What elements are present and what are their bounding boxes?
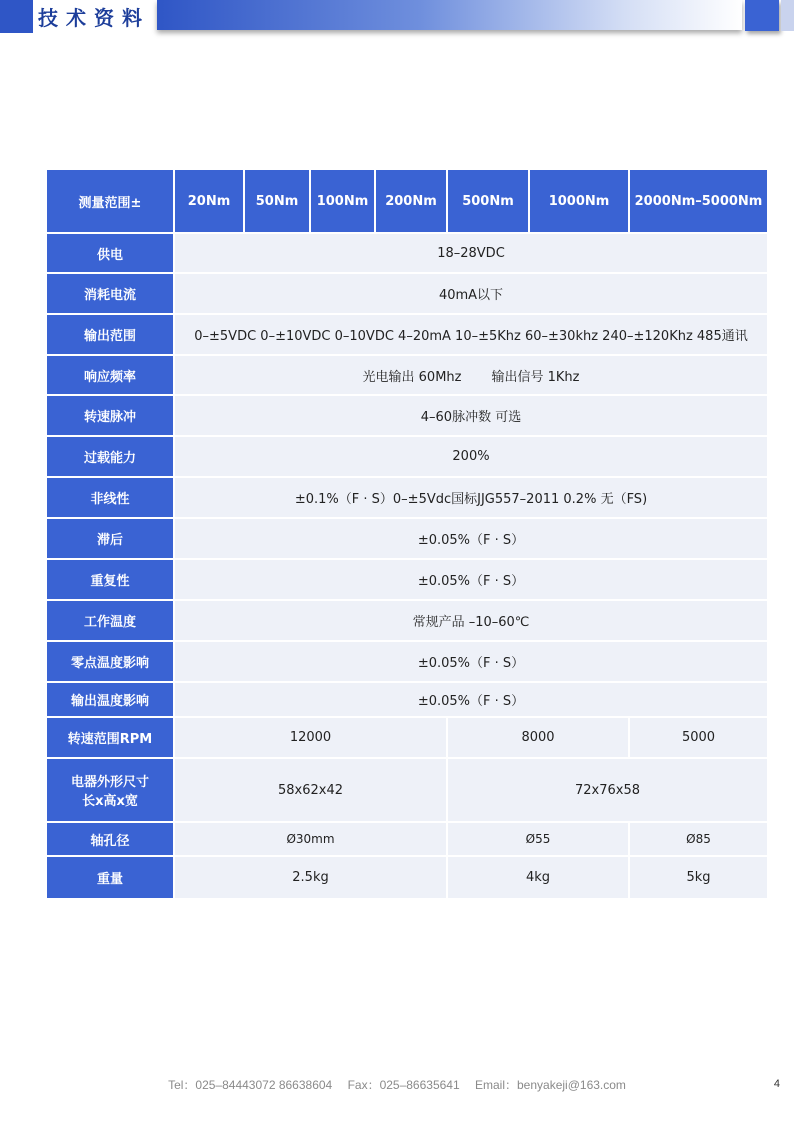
header-corner-strip: [781, 0, 794, 31]
footer-tel: Tel：025–84443072 86638604: [168, 1078, 333, 1092]
row-value-overload: 200%: [174, 436, 768, 477]
row-label-current: 消耗电流: [46, 273, 174, 314]
weight-value-small: 2.5kg: [174, 856, 447, 899]
rpm-value-mid: 8000: [447, 717, 629, 758]
row-label-weight: 重量: [46, 856, 174, 899]
header-cell-range-label: 测量范围±: [46, 169, 174, 233]
table-row: [46, 233, 768, 273]
row-label-bore: 轴孔径: [46, 822, 174, 856]
row-label-nonlinearity: 非线性: [46, 477, 174, 518]
footer-fax: Fax：025–86635641: [347, 1078, 460, 1092]
header-accent-block: [0, 0, 33, 33]
dimensions-value-small: 58x62x42: [174, 758, 447, 822]
table-row: [46, 436, 768, 477]
row-value-output-range: 0–±5VDC 0–±10VDC 0–10VDC 4–20mA 10–±5Khz 60–±30khz 240–±120Khz 485通讯: [174, 314, 768, 355]
table-row: [46, 682, 768, 717]
page-title: 技术资料: [38, 6, 150, 30]
rpm-value-large: 5000: [629, 717, 768, 758]
row-label-repeatability: 重复性: [46, 559, 174, 600]
row-label-overload: 过载能力: [46, 436, 174, 477]
row-value-output-temp: ±0.05%（F · S）: [174, 682, 768, 717]
response-signal: 输出信号 1Khz: [491, 369, 580, 385]
rpm-value-small: 12000: [174, 717, 447, 758]
row-label-output-range: 输出范围: [46, 314, 174, 355]
row-label-response: 响应频率: [46, 355, 174, 395]
header-corner-square: [745, 0, 779, 31]
row-label-output-temp: 输出温度影响: [46, 682, 174, 717]
dimensions-value-large: 72x76x58: [447, 758, 768, 822]
table-row: [46, 758, 768, 822]
row-value-zero-temp: ±0.05%（F · S）: [174, 641, 768, 682]
header-cell-1000nm: 1000Nm: [529, 169, 629, 233]
table-row: [46, 641, 768, 682]
table-header-row: [46, 169, 768, 233]
row-label-dimensions: [46, 758, 174, 822]
page-number: 4: [773, 1078, 780, 1090]
bore-value-mid: Ø55: [447, 822, 629, 856]
row-value-response: [174, 355, 768, 395]
row-value-repeatability: ±0.05%（F · S）: [174, 559, 768, 600]
row-value-hysteresis: ±0.05%（F · S）: [174, 518, 768, 559]
bore-value-small: Ø30mm: [174, 822, 447, 856]
bore-value-large: Ø85: [629, 822, 768, 856]
header-cell-2000-5000nm: 2000Nm–5000Nm: [629, 169, 768, 233]
table-row: [46, 856, 768, 899]
footer-contact: [0, 1076, 794, 1093]
header-gradient-band: [157, 0, 742, 30]
header-cell-100nm: 100Nm: [310, 169, 375, 233]
header-cell-500nm: 500Nm: [447, 169, 529, 233]
header-cell-200nm: 200Nm: [375, 169, 447, 233]
row-value-nonlinearity: ±0.1%（F · S）0–±5Vdc国标JJG557–2011 0.2% 无（FS): [174, 477, 768, 518]
table-row: [46, 273, 768, 314]
table-row: [46, 600, 768, 641]
row-label-power: 供电: [46, 233, 174, 273]
table-row: [46, 477, 768, 518]
row-value-power: 18–28VDC: [174, 233, 768, 273]
spec-table: [45, 168, 769, 900]
weight-value-large: 5kg: [629, 856, 768, 899]
table-row: [46, 518, 768, 559]
table-row: [46, 355, 768, 395]
row-value-current: 40mA以下: [174, 273, 768, 314]
dimensions-label-line2: 长x高x宽: [82, 794, 138, 809]
table-row: [46, 559, 768, 600]
row-label-zero-temp: 零点温度影响: [46, 641, 174, 682]
header-cell-50nm: 50Nm: [244, 169, 310, 233]
table-row: [46, 314, 768, 355]
row-label-temperature: 工作温度: [46, 600, 174, 641]
response-optical: 光电输出 60Mhz: [362, 369, 462, 385]
row-label-hysteresis: 滞后: [46, 518, 174, 559]
row-value-temperature: 常规产品 –10–60℃: [174, 600, 768, 641]
row-label-speed-pulse: 转速脉冲: [46, 395, 174, 436]
row-value-speed-pulse: 4–60脉冲数 可选: [174, 395, 768, 436]
table-row: [46, 822, 768, 856]
weight-value-mid: 4kg: [447, 856, 629, 899]
row-label-rpm: 转速范围RPM: [46, 717, 174, 758]
header-cell-20nm: 20Nm: [174, 169, 244, 233]
table-row: [46, 717, 768, 758]
dimensions-label-line1: 电器外形尺寸: [70, 775, 149, 790]
footer-email[interactable]: Email：benyakeji@163.com: [475, 1078, 626, 1092]
table-row: [46, 395, 768, 436]
